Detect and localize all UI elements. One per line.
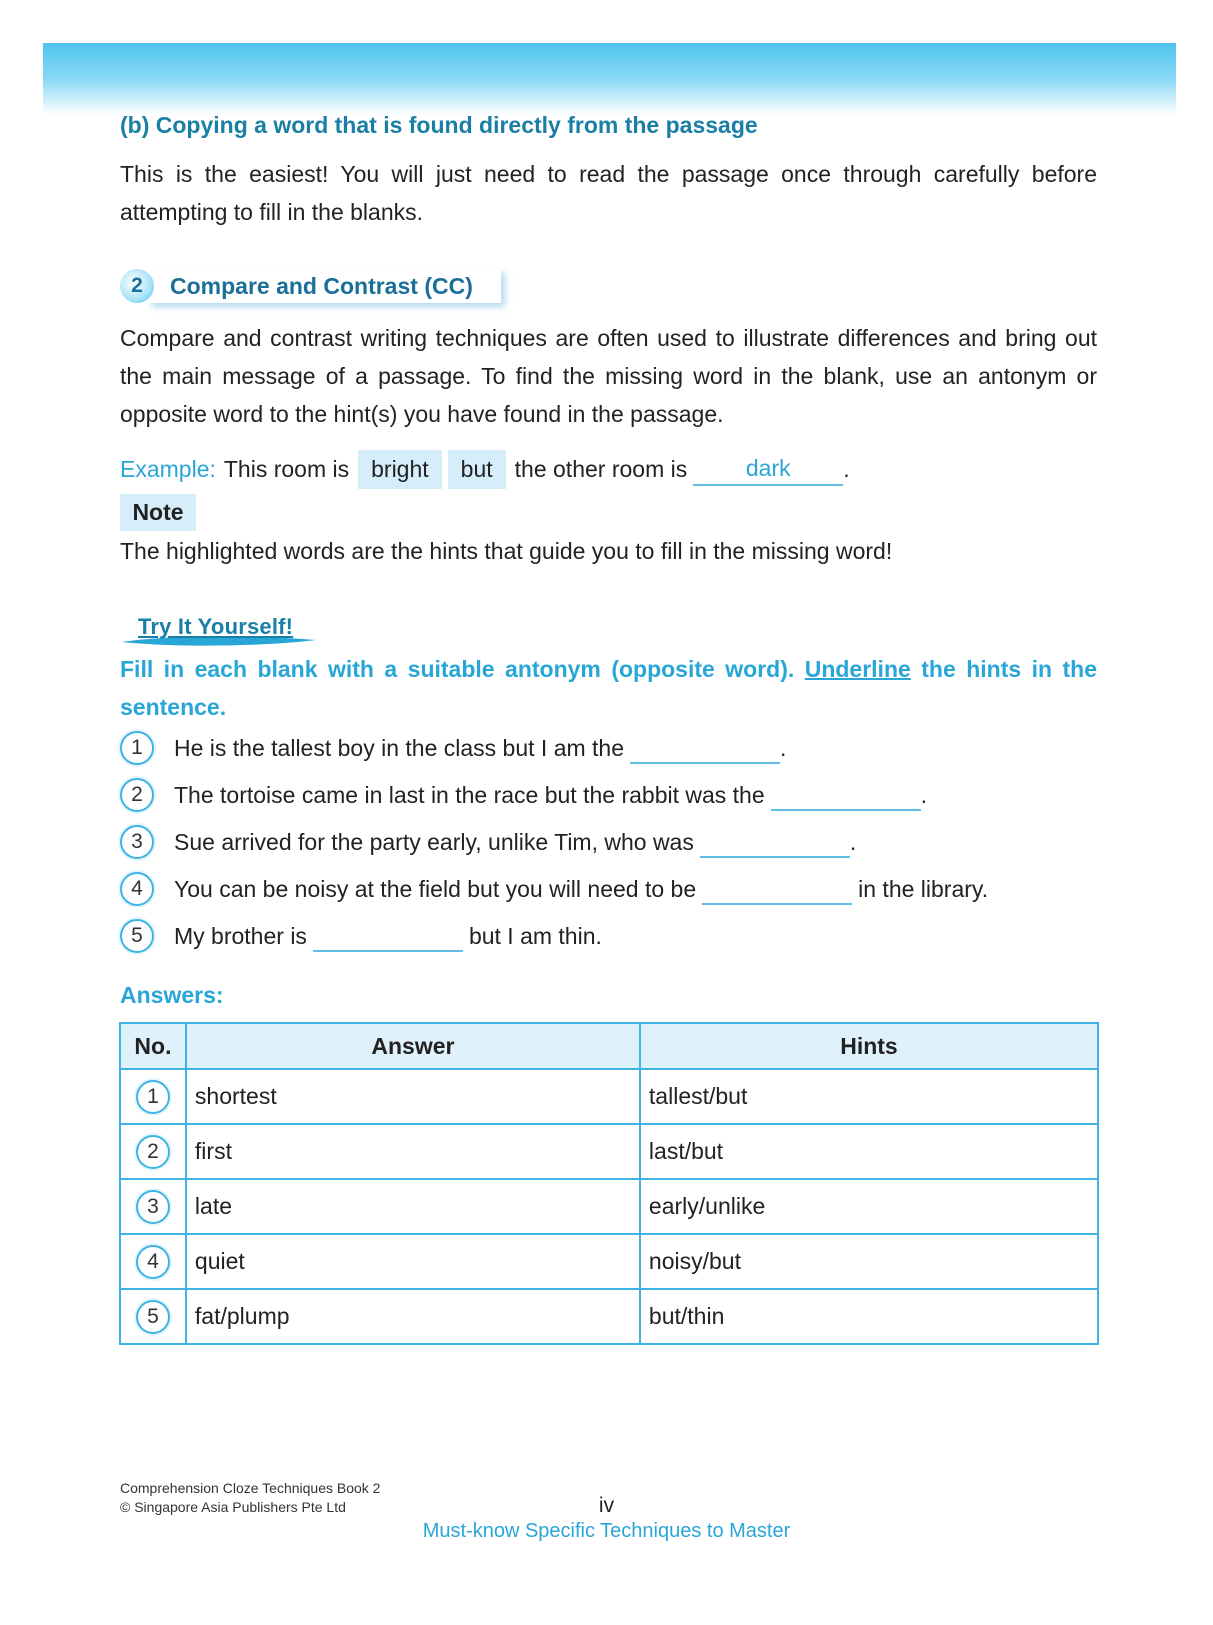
footer-chapter-title: Must-know Specific Techniques to Master: [422, 1520, 791, 1542]
question-text: My brother is: [174, 922, 307, 949]
row-number-circle: 3: [136, 1190, 170, 1224]
row-number-cell: [120, 1124, 186, 1179]
hints-cell: but/thin: [640, 1289, 1098, 1344]
exercise-instructions: [120, 650, 1097, 726]
answer-blank[interactable]: [630, 732, 780, 764]
footer-copyright: © Singapore Asia Publishers Pte Ltd: [120, 1499, 346, 1515]
example-label: Example:: [120, 456, 216, 482]
example-answer-blank: dark: [693, 454, 843, 486]
answer-blank[interactable]: [313, 920, 463, 952]
section-2-title: Compare and Contrast (CC): [148, 269, 501, 303]
example-text-2: the other room is: [514, 456, 688, 482]
answer-cell: quiet: [186, 1234, 640, 1289]
table-row: [120, 1069, 1098, 1124]
question-row: [120, 872, 988, 906]
question-number-circle: 4: [120, 872, 154, 906]
question-row: [120, 919, 602, 953]
section-b-text: This is the easiest! You will just need to read the passage once through carefully before attempting to fill in the blanks.: [120, 161, 1097, 225]
hints-cell: tallest/but: [640, 1069, 1098, 1124]
instruction-part-1: Fill in each blank with a suitable antonym (opposite word).: [120, 656, 795, 682]
answers-table: [119, 1022, 1099, 1345]
note-text: The highlighted words are the hints that guide you to fill in the missing word!: [120, 538, 893, 564]
column-header-hints: Hints: [640, 1023, 1098, 1069]
instruction-part-2: the hints in the sentence.: [120, 656, 1098, 720]
section-2-header: [120, 266, 501, 306]
row-number-cell: [120, 1289, 186, 1344]
instruction-underline-word: Underline: [804, 656, 911, 682]
note-label: Note: [120, 494, 196, 531]
row-number-cell: [120, 1179, 186, 1234]
question-text-end: .: [849, 828, 857, 855]
try-it-yourself-banner: [120, 614, 320, 648]
example-text-1: This room is: [223, 456, 350, 482]
answer-cell: first: [186, 1124, 640, 1179]
column-header-no: No.: [120, 1023, 186, 1069]
row-number-circle: 2: [136, 1135, 170, 1169]
section-2-text: Compare and contrast writing techniques are often used to illustrate differences and bring out the main message of a passage. To find the missing word in the blank, use an antonym or opposite word to the hint(s) you have found in the passage.: [120, 325, 1097, 427]
row-number-cell: [120, 1069, 186, 1124]
question-text-end: .: [920, 781, 928, 808]
question-text: He is the tallest boy in the class but I am the: [174, 734, 625, 761]
table-row: [120, 1179, 1098, 1234]
question-row: [120, 778, 927, 812]
answer-cell: shortest: [186, 1069, 640, 1124]
table-row: [120, 1124, 1098, 1179]
table-row: [120, 1289, 1098, 1344]
row-number-cell: [120, 1234, 186, 1289]
example-end: .: [843, 456, 850, 482]
column-header-answer: Answer: [186, 1023, 640, 1069]
table-header-row: [120, 1023, 1098, 1069]
question-number-circle: 2: [120, 778, 154, 812]
hints-cell: last/but: [640, 1124, 1098, 1179]
answer-blank[interactable]: [702, 873, 852, 905]
question-row: [120, 825, 856, 859]
hint-highlight-but: but: [448, 450, 506, 489]
section-number-badge: 2: [120, 269, 154, 303]
question-number-circle: 1: [120, 731, 154, 765]
question-text-end: in the library.: [858, 875, 989, 902]
answer-cell: late: [186, 1179, 640, 1234]
hints-cell: early/unlike: [640, 1179, 1098, 1234]
answer-cell: fat/plump: [186, 1289, 640, 1344]
hint-highlight-bright: bright: [358, 450, 442, 489]
page-number: iv: [598, 1494, 615, 1517]
question-text: You can be noisy at the field but you will need to be: [174, 875, 697, 902]
row-number-circle: 1: [136, 1080, 170, 1114]
hints-cell: noisy/but: [640, 1234, 1098, 1289]
question-text-end: .: [780, 734, 787, 761]
answers-title: Answers:: [120, 982, 224, 1008]
answer-blank[interactable]: [771, 779, 921, 811]
row-number-circle: 4: [136, 1245, 170, 1279]
question-number-circle: 5: [120, 919, 154, 953]
question-row: [120, 731, 786, 765]
section-b-heading: (b) Copying a word that is found directly from the passage: [120, 112, 758, 138]
top-header-band: [43, 43, 1176, 115]
footer-book-title: Comprehension Cloze Techniques Book 2: [120, 1480, 381, 1496]
question-number-circle: 3: [120, 825, 154, 859]
example-line: [120, 450, 850, 489]
answer-blank[interactable]: [700, 826, 850, 858]
question-text: The tortoise came in last in the race but the rabbit was the: [174, 781, 765, 808]
row-number-circle: 5: [136, 1300, 170, 1334]
try-it-yourself-label: Try It Yourself!: [138, 614, 294, 639]
question-text: Sue arrived for the party early, unlike Tim, who was: [174, 828, 694, 855]
question-text-end: but I am thin.: [468, 922, 602, 949]
table-row: [120, 1234, 1098, 1289]
